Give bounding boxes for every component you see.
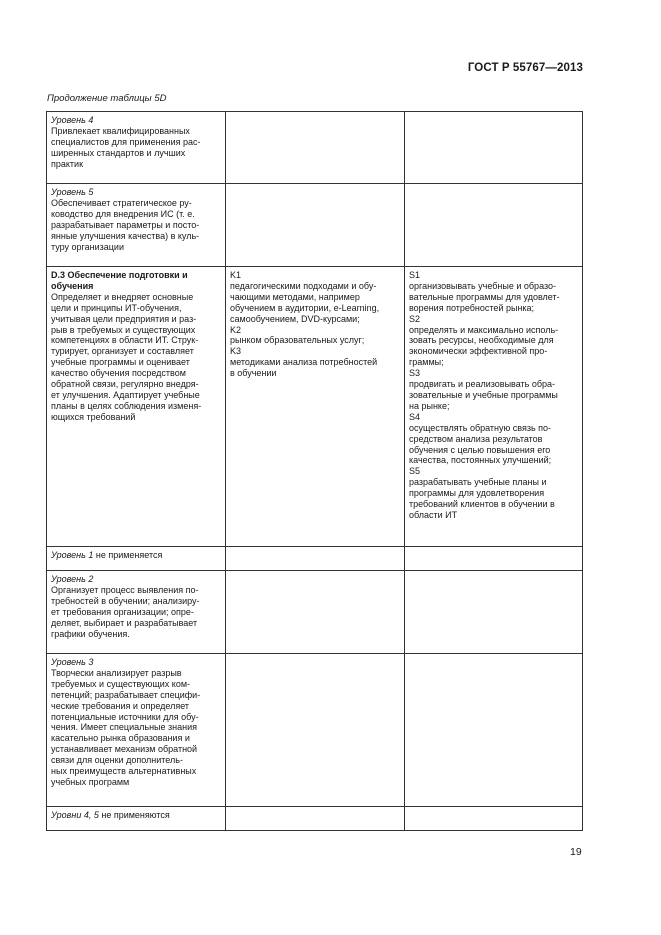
competence-cell [47,807,226,831]
knowledge-cell [226,654,405,807]
competence-cell [47,571,226,654]
knowledge-list: K1 педагогическими подходами и обу- чающими методами, например обучением в аудитории, e-Learning, самообучением, DVD-курсами; K2 рынком образовательных услуг; K3 методиками анализа потребностей в обучении [230,270,400,379]
competence-table [46,111,583,831]
table-row [47,571,583,654]
skills-cell [405,571,583,654]
table-row [47,807,583,831]
skill-code: S2 [409,313,421,324]
skill-code: S4 [409,411,421,422]
competence-title: D.3 Обеспечение подготовки и обучения [51,270,188,291]
table-row [47,112,583,184]
table-row [47,654,583,807]
level-description: Творчески анализирует разрыв требуемых и существующих ком- петенций; разрабатывает специфи- ческие требования и определяет потенциальные источники для обу- чения. Имеет специальные знания касательно рынка образования и устанавливает механизм обратной связи для оценки дополнитель- ных преимуществ альтернативных учебных программ [51,667,201,787]
level-label: Уровень 2 [51,574,94,584]
level-note: не применяется [93,550,163,560]
knowledge-cell [226,184,405,267]
knowledge-code: K3 [230,346,242,357]
table-row [47,267,583,547]
level-note: не применяются [98,810,170,820]
competence-cell [47,547,226,571]
skills-list: S1 организовывать учебные и образо- вательные программы для удовлет- ворения потребностей рынка; S2 определять и максимально исполь- зовать ресурсы, необходимые для экономически эффективной про- граммы; S3 продвигать и реализовывать обра- зовательные и учебные программы на рынке; S4 осуществлять обратную связь по- средством анализа результатов обучения с целью повышения его качества, постоянных улучшений; S5 разрабатывать учебные планы и программы для удовлетворения требований клиентов в обучении в области ИТ [409,270,578,521]
table-row [47,547,583,571]
knowledge-cell [226,112,405,184]
level-description: Привлекает квалифицированных специалистов для применения рас- ширенных стандартов и лучших практик [51,125,201,169]
skills-cell [405,547,583,571]
competence-cell [47,112,226,184]
skills-cell [405,654,583,807]
knowledge-code: K2 [230,324,242,335]
skills-cell [405,807,583,831]
level-label: Уровень 3 [51,657,94,667]
knowledge-cell [226,807,405,831]
table-row [47,184,583,267]
level-description: Обеспечивает стратегическое ру- ководство для внедрения ИС (т. е. разрабатывает параметры и посто- янные улучшения качества) в куль- туру организации [51,197,200,252]
page-number: 19 [570,846,582,858]
knowledge-cell [226,267,405,547]
level-label: Уровни 4, 5 [51,810,99,820]
level-label: Уровень 1 [51,550,94,560]
competence-cell [47,267,226,547]
knowledge-cell [226,571,405,654]
skill-code: S3 [409,368,421,379]
skills-cell [405,184,583,267]
table-caption: Продолжение таблицы 5D [47,93,167,104]
skill-code: S1 [409,270,421,280]
skills-cell [405,267,583,547]
skill-code: S5 [409,466,421,477]
skills-cell [405,112,583,184]
knowledge-code: K1 [230,270,242,280]
competence-cell [47,184,226,267]
standard-header: ГОСТ Р 55767—2013 [467,62,583,74]
level-label: Уровень 4 [51,115,94,125]
level-label: Уровень 5 [51,187,94,197]
level-description: Организует процесс выявления по- требностей в обучении; анализиру- ет требования организации; опре- деляет, выбирает и разрабатывает графики обучения. [51,584,200,639]
competence-description: Определяет и внедряет основные цели и принципы ИТ-обучения, учитывая цели предприятия и раз- рыв в требуемых и существующих компетенциях в области ИТ. Струк- турирует, организует и составляет учебные программы и оценивает качество обучения посредством обратной связи, регулярно внедря- ет улучшения. Адаптирует учебные планы в целях соблюдения изменя- ющихся требований [51,291,202,422]
knowledge-cell [226,547,405,571]
competence-cell [47,654,226,807]
